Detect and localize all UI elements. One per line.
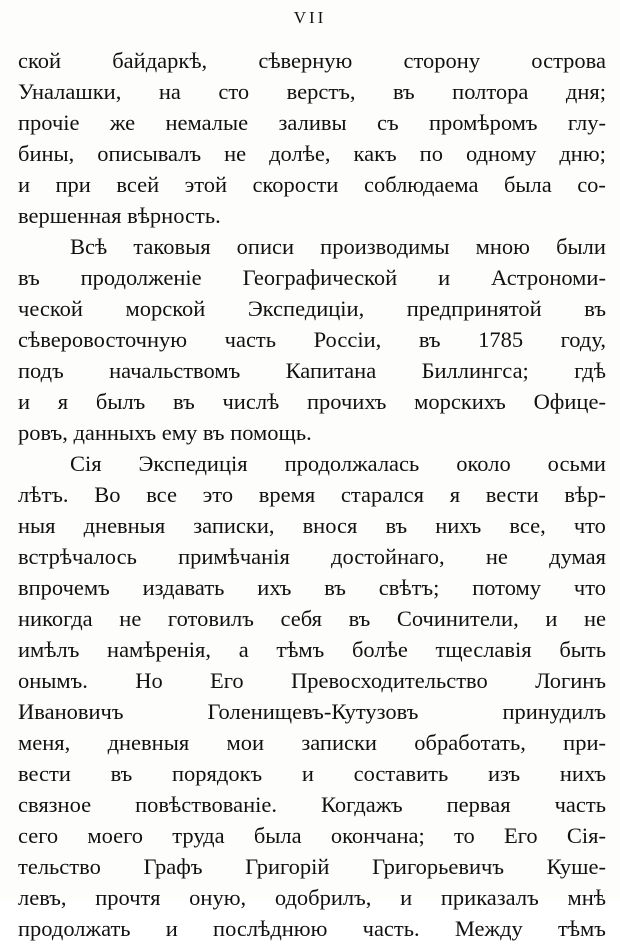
- word: примѣчанiя: [178, 544, 290, 569]
- word: я: [57, 389, 69, 414]
- word: тѣмъ: [276, 637, 325, 662]
- word: нихъ: [435, 513, 482, 538]
- word: прочтя: [95, 885, 161, 910]
- word: все,: [509, 513, 546, 538]
- word: часть.: [362, 916, 420, 941]
- word: одобрилъ,: [274, 885, 372, 910]
- word: болѣе: [351, 637, 408, 662]
- word: осьми: [547, 451, 606, 476]
- word: скорости: [252, 172, 339, 197]
- word: былъ: [95, 389, 146, 414]
- word: Между: [454, 916, 523, 941]
- word: въ: [348, 606, 371, 631]
- word: меня,: [18, 730, 71, 755]
- text-line: [18, 293, 606, 324]
- word: все: [146, 482, 177, 507]
- word: первая: [446, 792, 511, 817]
- word: ныя: [18, 513, 56, 538]
- text-line: [18, 386, 606, 417]
- text-line: [18, 758, 606, 789]
- word: сѣверную: [258, 48, 353, 73]
- text-line: [18, 882, 606, 913]
- word: часть: [554, 792, 606, 817]
- word: была: [253, 823, 302, 848]
- text-line: [18, 696, 606, 727]
- word: приказалъ: [440, 885, 539, 910]
- word: Ивановичъ: [18, 699, 124, 724]
- word: не: [485, 544, 508, 569]
- word: готовилъ: [167, 606, 254, 631]
- word: въ: [324, 575, 346, 600]
- word: же: [109, 110, 136, 135]
- word: Сiя: [70, 451, 102, 476]
- word: окончана;: [330, 823, 425, 848]
- word: 1785: [478, 327, 524, 352]
- word: дня;: [565, 79, 606, 104]
- word: я: [449, 482, 461, 507]
- text-line: [18, 820, 606, 851]
- page-number: VII: [293, 8, 327, 27]
- text-line: [18, 789, 606, 820]
- word: числѣ: [222, 389, 280, 414]
- word: не: [224, 141, 247, 166]
- word: Офице-: [533, 389, 606, 414]
- word: прочiе: [18, 110, 80, 135]
- word: то: [453, 823, 475, 848]
- text-line: [18, 417, 606, 448]
- text-line: [18, 851, 606, 882]
- word: составить: [353, 761, 449, 786]
- word: изъ: [487, 761, 521, 786]
- text-line: [18, 541, 606, 572]
- word: глу-: [567, 110, 606, 135]
- word: въ: [110, 761, 133, 786]
- word: предпринятой: [406, 296, 542, 321]
- word: порядокъ: [172, 761, 263, 786]
- word: верстъ,: [286, 79, 356, 104]
- word: связное: [18, 792, 92, 817]
- word: были: [556, 234, 606, 259]
- word: Григорiй: [245, 854, 330, 879]
- word: онымъ.: [18, 668, 88, 693]
- word: быть: [559, 637, 606, 662]
- word: дневныя: [107, 730, 190, 755]
- word: заливы: [278, 110, 347, 135]
- text-line: [18, 45, 606, 76]
- word: лѣтъ.: [18, 482, 69, 507]
- word: около: [456, 451, 511, 476]
- word: байдаркѣ,: [112, 48, 208, 73]
- word: ской: [18, 48, 62, 73]
- word: полтора: [452, 79, 529, 104]
- word: труда: [172, 823, 225, 848]
- word: при-: [563, 730, 606, 755]
- word: Капитана: [285, 358, 377, 383]
- word: повѣствованiе.: [135, 792, 278, 817]
- word: продолженiе: [80, 265, 202, 290]
- word: принудилъ: [502, 699, 606, 724]
- body-text: [18, 45, 606, 944]
- word: старался: [340, 482, 424, 507]
- word: Сочинители,: [396, 606, 519, 631]
- word: издавать: [142, 575, 225, 600]
- word: Его: [503, 823, 538, 848]
- word: вершенная: [18, 203, 122, 228]
- word: время: [258, 482, 316, 507]
- text-line: [18, 479, 606, 510]
- word: данныхъ: [73, 420, 157, 445]
- word: по: [419, 141, 443, 166]
- word: морскихъ: [414, 389, 506, 414]
- word: обработать,: [414, 730, 526, 755]
- word: оную,: [189, 885, 247, 910]
- word: Графъ: [143, 854, 203, 879]
- word: и: [165, 916, 178, 941]
- word: дню;: [559, 141, 606, 166]
- word: со-: [577, 172, 606, 197]
- word: это: [202, 482, 234, 507]
- word: тельство: [18, 854, 101, 879]
- text-line: [18, 169, 606, 200]
- word: вѣр-: [564, 482, 606, 507]
- word: послѣднюю: [213, 916, 328, 941]
- word: въ: [173, 389, 195, 414]
- word: встрѣчалось: [18, 544, 137, 569]
- word: думая: [549, 544, 606, 569]
- text-line: [18, 262, 606, 293]
- word: начальствомъ: [109, 358, 241, 383]
- word: внося: [302, 513, 358, 538]
- word: не: [119, 606, 142, 631]
- word: что: [573, 513, 606, 538]
- word: сторону: [403, 48, 481, 73]
- text-line: [18, 572, 606, 603]
- word: дневныя: [83, 513, 166, 538]
- text-line: [18, 324, 606, 355]
- word: вести: [18, 761, 71, 786]
- word: нихъ: [559, 761, 606, 786]
- word: въ: [418, 327, 441, 352]
- word: въ: [392, 79, 415, 104]
- word: всей: [116, 172, 160, 197]
- text-line: [18, 200, 606, 231]
- word: одному: [465, 141, 537, 166]
- word: не: [583, 606, 606, 631]
- word: ихъ: [257, 575, 292, 600]
- word: Превосходительство: [290, 668, 488, 693]
- word: какъ: [353, 141, 397, 166]
- word: таковыя: [133, 234, 211, 259]
- word: съ: [377, 110, 399, 135]
- word: и: [301, 761, 314, 786]
- word: описывалъ: [97, 141, 202, 166]
- word: Россiи,: [313, 327, 382, 352]
- word: часть: [224, 327, 277, 352]
- word: намѣренiя,: [107, 637, 212, 662]
- word: Экспедицiи,: [247, 296, 365, 321]
- word: Географической: [242, 265, 398, 290]
- word: промѣромъ: [429, 110, 538, 135]
- text-line: [18, 107, 606, 138]
- word: Астрономи-: [491, 265, 606, 290]
- word: а: [238, 637, 249, 662]
- text-line: [18, 665, 606, 696]
- word: немалые: [165, 110, 249, 135]
- word: левъ,: [18, 885, 67, 910]
- word: въ: [385, 513, 408, 538]
- word: въ: [584, 296, 606, 321]
- word: ему: [161, 420, 198, 445]
- text-line: [18, 634, 606, 665]
- word: подъ: [18, 358, 64, 383]
- text-line: [18, 76, 606, 107]
- word: свѣтъ;: [378, 575, 440, 600]
- text-line: [18, 913, 606, 944]
- word: Григорьевичъ: [372, 854, 504, 879]
- word: описи: [236, 234, 295, 259]
- word: Биллингса;: [421, 358, 529, 383]
- word: моего: [87, 823, 144, 848]
- word: Экспедицiя: [138, 451, 248, 476]
- word: Логинъ: [535, 668, 606, 693]
- word: Уналашки,: [18, 79, 122, 104]
- word: прочихъ: [307, 389, 387, 414]
- word: морской: [125, 296, 206, 321]
- word: Куше-: [546, 854, 606, 879]
- word: что: [573, 575, 606, 600]
- word: въ: [18, 265, 40, 290]
- word: и: [18, 389, 31, 414]
- text-line: [18, 231, 606, 262]
- word: при: [55, 172, 91, 197]
- word: записки: [301, 730, 377, 755]
- word: потому: [472, 575, 542, 600]
- text-line: [18, 603, 606, 634]
- text-line: [18, 510, 606, 541]
- word: на: [158, 79, 181, 104]
- word: имѣлъ: [18, 637, 80, 662]
- word: мои: [226, 730, 265, 755]
- word: тѣмъ: [558, 916, 606, 941]
- word: Сiя-: [566, 823, 606, 848]
- word: въ: [202, 420, 225, 445]
- word: продолжать: [18, 916, 131, 941]
- word: Его: [210, 668, 244, 693]
- word: помощь.: [230, 420, 312, 445]
- text-line: [18, 448, 606, 479]
- word: и: [545, 606, 558, 631]
- text-line: [18, 355, 606, 386]
- word: Голенищевъ-Кутузовъ: [207, 699, 419, 724]
- word: продолжалась: [284, 451, 420, 476]
- word: была: [503, 172, 552, 197]
- word: этой: [184, 172, 228, 197]
- word: соблюдаема: [363, 172, 479, 197]
- word: впрочемъ: [18, 575, 110, 600]
- word: Когдажъ: [321, 792, 403, 817]
- word: себя: [280, 606, 322, 631]
- text-line: [18, 727, 606, 758]
- text-line: [18, 138, 606, 169]
- word: острова: [531, 48, 606, 73]
- word: году,: [560, 327, 606, 352]
- word: мною: [475, 234, 530, 259]
- word: и: [438, 265, 451, 290]
- word: производимы: [320, 234, 450, 259]
- word: гдѣ: [574, 358, 606, 383]
- word: сего: [18, 823, 59, 848]
- word: достойнаго,: [331, 544, 445, 569]
- word: ровъ,: [18, 420, 68, 445]
- word: тщеславiя: [435, 637, 532, 662]
- word: долѣе,: [269, 141, 331, 166]
- word: ческой: [18, 296, 83, 321]
- word: записки,: [193, 513, 275, 538]
- word: сѣверовосточную: [18, 327, 188, 352]
- word: никогда: [18, 606, 93, 631]
- word: сто: [218, 79, 250, 104]
- word: бины,: [18, 141, 75, 166]
- word: Всѣ: [70, 234, 108, 259]
- word: и: [18, 172, 31, 197]
- word: Во: [94, 482, 121, 507]
- word: и: [400, 885, 413, 910]
- word: мнѣ: [567, 885, 606, 910]
- word: вѣрность.: [127, 203, 221, 228]
- word: вести: [485, 482, 539, 507]
- word: Но: [135, 668, 163, 693]
